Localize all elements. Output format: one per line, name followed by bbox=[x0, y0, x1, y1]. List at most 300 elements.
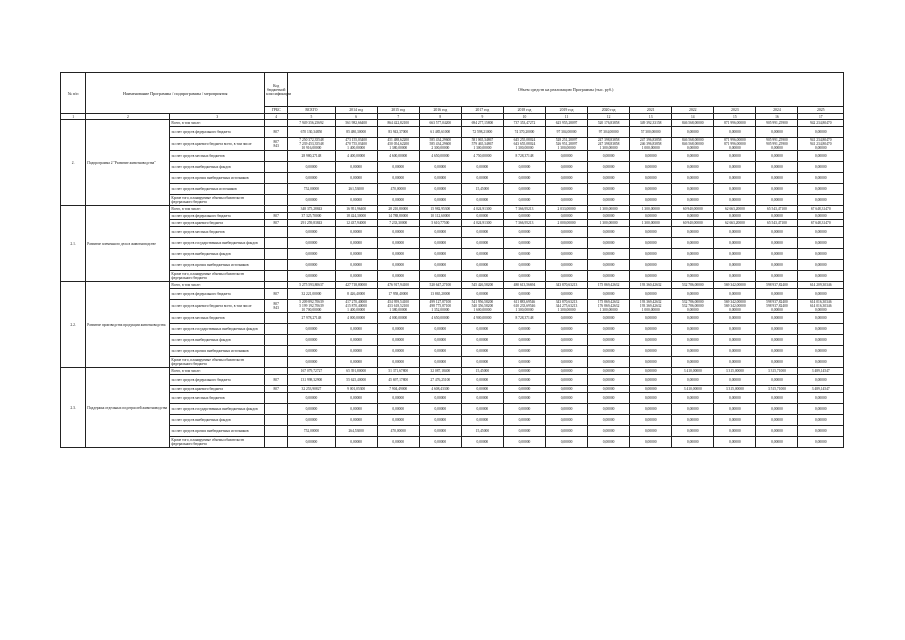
row-value: 0,00000 bbox=[335, 357, 377, 368]
row-value: 0,00000 bbox=[377, 437, 419, 448]
row-value: 476 917,94100 bbox=[377, 282, 419, 289]
budget-sheet bbox=[60, 72, 844, 448]
row-value: 0,00000 bbox=[756, 151, 798, 162]
row-value: 65 391,80000 bbox=[335, 368, 377, 375]
row-value: 0,00000 bbox=[588, 195, 630, 206]
row-value: 4 600,00000 bbox=[377, 151, 419, 162]
row-value: 0,00000 bbox=[288, 357, 335, 368]
row-value: 0,00000 bbox=[546, 393, 588, 404]
row-value: 0,00000 bbox=[377, 260, 419, 271]
row-value: 0,00000 bbox=[672, 162, 714, 173]
row-value: 175 869,42632 176 869,42632 1 300,00000 bbox=[588, 300, 630, 313]
row-value: 0,00000 bbox=[756, 437, 798, 448]
row-value: 480 613,56694 bbox=[503, 282, 545, 289]
row-value: 167 079,72727 bbox=[288, 368, 335, 375]
row-value: 0,00000 bbox=[377, 173, 419, 184]
header-col-number: 15 bbox=[714, 114, 756, 120]
row-value: 32 221,00000 bbox=[288, 289, 335, 300]
row-value: 0,00000 bbox=[630, 271, 672, 282]
row-grbs bbox=[265, 195, 288, 206]
row-value: 0,00000 bbox=[798, 289, 844, 300]
row-value: 0,00000 bbox=[503, 260, 545, 271]
row-value: 65 543,47100 bbox=[756, 206, 798, 213]
row-value: 0,00000 bbox=[714, 346, 756, 357]
table-row bbox=[61, 195, 844, 206]
row-value: 0,00000 bbox=[798, 313, 844, 324]
row-grbs bbox=[265, 120, 288, 127]
header-col-number: 13 bbox=[630, 114, 672, 120]
row-value: 0,00000 bbox=[672, 437, 714, 448]
header-col-number: 12 bbox=[588, 114, 630, 120]
row-value: 473 155,03400 470 755,03400 1 400,00000 bbox=[335, 138, 377, 151]
row-value: 3 410,00000 bbox=[672, 386, 714, 393]
row-value: 5 610,77500 bbox=[419, 220, 461, 227]
row-value: 846 568,00000 bbox=[672, 120, 714, 127]
header-col-number: 4 bbox=[265, 114, 288, 120]
row-value: 0,00000 bbox=[503, 184, 545, 195]
row-value: 0,00000 bbox=[588, 260, 630, 271]
row-value: 0,00000 bbox=[461, 324, 503, 335]
table-row bbox=[61, 238, 844, 249]
row-value: 0,00000 bbox=[672, 393, 714, 404]
header-funding: Объем средств на реализацию Программы (тыс. руб.) bbox=[288, 73, 844, 107]
row-value: 0,00000 bbox=[288, 437, 335, 448]
row-value: 0,00000 bbox=[714, 238, 756, 249]
table-row bbox=[61, 138, 844, 151]
row-value: 0,00000 bbox=[798, 437, 844, 448]
row-value: 0,00000 bbox=[288, 346, 335, 357]
row-value: 0,00000 bbox=[503, 195, 545, 206]
row-value: 0,00000 bbox=[288, 271, 335, 282]
row-value: 74 370,20000 bbox=[503, 127, 545, 138]
row-value: 4 750,00000 bbox=[461, 151, 503, 162]
table-row bbox=[61, 206, 844, 213]
table-row bbox=[61, 220, 844, 227]
table-row bbox=[61, 151, 844, 162]
row-value: 0,00000 bbox=[672, 151, 714, 162]
row-value: 0,00000 bbox=[503, 213, 545, 220]
row-value: 0,00000 bbox=[288, 173, 335, 184]
row-value: 67 648,31470 bbox=[798, 220, 844, 227]
row-value: 1 300,00000 bbox=[588, 220, 630, 227]
row-value: 3 315,71000 bbox=[756, 368, 798, 375]
row-value: 0,00000 bbox=[461, 173, 503, 184]
row-value: 0,00000 bbox=[335, 271, 377, 282]
row-value: 0,00000 bbox=[714, 375, 756, 386]
row-value: 83 943,37000 bbox=[377, 127, 419, 138]
row-value: 4 900,00000 bbox=[461, 313, 503, 324]
row-grbs bbox=[265, 324, 288, 335]
row-value: 0,00000 bbox=[419, 249, 461, 260]
row-value: 5 209 892,70639 5 199 192,70639 10 700,00000 bbox=[288, 300, 335, 313]
row-value: 569 342,00000 569 342,00000 0,00000 bbox=[714, 300, 756, 313]
row-value: 15 982,95300 bbox=[419, 206, 461, 213]
table-body bbox=[61, 73, 844, 448]
row-value: 0,00000 bbox=[672, 375, 714, 386]
row-value: 1 300,00000 bbox=[588, 206, 630, 213]
row-value: 0,00000 bbox=[714, 173, 756, 184]
row-value: 0,00000 bbox=[756, 404, 798, 415]
row-value: 65 543,47100 bbox=[756, 220, 798, 227]
row-value: 0,00000 bbox=[335, 249, 377, 260]
row-label: за счет средств внебюджетных источников bbox=[170, 184, 265, 195]
row-value: 0,00000 bbox=[756, 324, 798, 335]
row-value: 0,00000 bbox=[546, 375, 588, 386]
row-value: 0,00000 bbox=[461, 404, 503, 415]
row-value: 0,00000 bbox=[419, 260, 461, 271]
row-value: 0,00000 bbox=[756, 393, 798, 404]
row-value: 0,00000 bbox=[335, 260, 377, 271]
row-grbs bbox=[265, 271, 288, 282]
row-value: 942 234,80470 bbox=[798, 120, 844, 127]
row-value: 0,00000 bbox=[546, 386, 588, 393]
row-value: 0,00000 bbox=[588, 213, 630, 220]
row-value: 0,00000 bbox=[461, 271, 503, 282]
row-value: 0,00000 bbox=[588, 227, 630, 238]
header-year: 2023 bbox=[714, 107, 756, 114]
row-value: 0,00000 bbox=[714, 426, 756, 437]
row-value: 4 400,00000 bbox=[335, 151, 377, 162]
row-value: 0,00000 bbox=[546, 151, 588, 162]
row-value: 0,00000 bbox=[335, 238, 377, 249]
table-row bbox=[61, 386, 844, 393]
row-value: 0,00000 bbox=[756, 249, 798, 260]
header-col-number: 10 bbox=[503, 114, 545, 120]
row-value: 0,00000 bbox=[672, 426, 714, 437]
row-value: 0,00000 bbox=[630, 346, 672, 357]
header-col-number: 17 bbox=[798, 114, 844, 120]
row-value: 0,00000 bbox=[714, 357, 756, 368]
row-value: 0,00000 bbox=[672, 195, 714, 206]
row-value: 12 437,94000 bbox=[335, 220, 377, 227]
row-value: 0,00000 bbox=[714, 213, 756, 220]
table-row bbox=[61, 415, 844, 426]
row-value: 0,00000 bbox=[503, 415, 545, 426]
row-value: 0,00000 bbox=[546, 426, 588, 437]
row-value: 532 786,00000 532 786,00000 0,00000 bbox=[672, 300, 714, 313]
header-name: Наименование Программы / подпрограммы / мероприятия bbox=[86, 73, 265, 114]
row-value: 941 234,80470 941 234,80470 0,00000 bbox=[798, 138, 844, 151]
row-value: 0,00000 bbox=[461, 346, 503, 357]
row-label: за счет средств федерального бюджета bbox=[170, 289, 265, 300]
row-value: 0,00000 bbox=[335, 162, 377, 173]
row-value: 694 277,15800 bbox=[461, 120, 503, 127]
row-value: 0,00000 bbox=[672, 260, 714, 271]
row-value: 0,00000 bbox=[672, 313, 714, 324]
row-grbs: 807 843 bbox=[265, 300, 288, 313]
row-label: за счет средств федерального бюджета bbox=[170, 213, 265, 220]
row-value: 0,00000 bbox=[335, 335, 377, 346]
row-value: 0,00000 bbox=[672, 289, 714, 300]
row-value: 532 786,00000 bbox=[672, 282, 714, 289]
table-row bbox=[61, 393, 844, 404]
row-value: 57 300,00000 bbox=[630, 127, 672, 138]
row-label: Всего, в том числе: bbox=[170, 282, 265, 289]
row-value: 0,00000 bbox=[503, 386, 545, 393]
row-value: 62 663,20000 bbox=[714, 206, 756, 213]
row-value: 0,00000 bbox=[335, 346, 377, 357]
row-value: 0,00000 bbox=[546, 249, 588, 260]
row-value: 645 255,08024 643 655,08024 1 300,00000 bbox=[503, 138, 545, 151]
row-value: 0,00000 bbox=[377, 346, 419, 357]
header-year: 2014 год bbox=[335, 107, 377, 114]
header-col-number: 5 bbox=[288, 114, 335, 120]
row-value: 737 353,47272 bbox=[503, 120, 545, 127]
row-value: 7 949 356,25692 bbox=[288, 120, 335, 127]
row-value: 0,00000 bbox=[714, 271, 756, 282]
row-grbs bbox=[265, 162, 288, 173]
row-value: 0,00000 bbox=[288, 393, 335, 404]
table-row bbox=[61, 282, 844, 289]
row-grbs bbox=[265, 404, 288, 415]
row-value: 0,00000 bbox=[377, 162, 419, 173]
row-value: 0,00000 bbox=[798, 249, 844, 260]
row-label: за счет средств федерального бюджета bbox=[170, 127, 265, 138]
row-value: 561 982,66400 bbox=[335, 120, 377, 127]
row-grbs bbox=[265, 227, 288, 238]
row-value: 15,45000 bbox=[461, 184, 503, 195]
row-value: 9 001,05300 bbox=[335, 386, 377, 393]
header-year: 2016 год bbox=[419, 107, 461, 114]
row-value: 0,00000 bbox=[288, 324, 335, 335]
row-value: 0,00000 bbox=[419, 195, 461, 206]
row-grbs bbox=[265, 357, 288, 368]
row-value: 0,00000 bbox=[288, 227, 335, 238]
header-col-number: 11 bbox=[546, 114, 588, 120]
row-value: 0,00000 bbox=[377, 335, 419, 346]
row-value: 0,00000 bbox=[588, 238, 630, 249]
row-value: 520 176,83858 bbox=[588, 120, 630, 127]
row-value: 27 476,25100 bbox=[419, 375, 461, 386]
row-value: 45 697,17800 bbox=[377, 375, 419, 386]
row-value: 0,00000 bbox=[419, 238, 461, 249]
row-value: 670 130,34850 bbox=[288, 127, 335, 138]
row-value: 4 650,00000 bbox=[419, 151, 461, 162]
row-value: 614 016,30346 614 016,30346 0,00000 bbox=[798, 300, 844, 313]
row-grbs bbox=[265, 249, 288, 260]
row-value: 62 663,20000 bbox=[714, 220, 756, 227]
row-value: 0,00000 bbox=[503, 324, 545, 335]
table-row bbox=[61, 346, 844, 357]
section-title: Подпрограмма 2 "Развитие животноводства" bbox=[86, 120, 170, 206]
row-value: 598 937,82400 bbox=[756, 282, 798, 289]
row-value: 0,00000 bbox=[419, 271, 461, 282]
row-value: 0,00000 bbox=[630, 195, 672, 206]
table-row bbox=[61, 271, 844, 282]
section-number: 2.2. bbox=[61, 282, 86, 368]
row-value: 905 991,25900 905 991,25900 0,00000 bbox=[756, 138, 798, 151]
row-value: 1 300,00000 bbox=[630, 206, 672, 213]
row-value: 0,00000 bbox=[756, 426, 798, 437]
header-col-number: 2 bbox=[86, 114, 170, 120]
row-value: 0,00000 bbox=[546, 238, 588, 249]
header-row bbox=[61, 73, 844, 107]
row-value: 0,00000 bbox=[672, 238, 714, 249]
row-value: 451 488,62200 450 054,62200 1 380,00000 bbox=[377, 138, 419, 151]
table-row bbox=[61, 368, 844, 375]
header-year: 2020 год bbox=[588, 107, 630, 114]
row-label: за счет средств краевого бюджета bbox=[170, 386, 265, 393]
row-value: 4 024,91300 bbox=[461, 206, 503, 213]
header-year: 2025 bbox=[798, 107, 844, 114]
row-value: 193 360,42632 bbox=[630, 282, 672, 289]
table-row bbox=[61, 300, 844, 313]
row-value: 0,00000 bbox=[630, 238, 672, 249]
row-value: 27 978,27148 bbox=[288, 313, 335, 324]
row-value: 0,00000 bbox=[714, 404, 756, 415]
row-value: 427 718,80000 bbox=[335, 282, 377, 289]
row-value: 60 940,00000 bbox=[672, 220, 714, 227]
row-value: 343 870,63213 344 275,63213 1 300,00000 bbox=[546, 300, 588, 313]
row-value: 8 728,37148 bbox=[503, 313, 545, 324]
header-year: 2024 bbox=[756, 107, 798, 114]
row-value: 0,00000 bbox=[630, 260, 672, 271]
row-value: 0,00000 bbox=[546, 415, 588, 426]
row-value: 0,00000 bbox=[546, 227, 588, 238]
row-value: 261,53000 bbox=[335, 184, 377, 195]
header-year: 2017 год bbox=[461, 107, 503, 114]
row-value: 663 577,04200 bbox=[419, 120, 461, 127]
table-row bbox=[61, 437, 844, 448]
row-label: Кроме того, планируемые объемы обязательств федерального бюджета bbox=[170, 437, 265, 448]
row-value: 0,00000 bbox=[461, 375, 503, 386]
row-value: 0,00000 bbox=[588, 357, 630, 368]
budget-table bbox=[60, 72, 844, 448]
header-col-number: 16 bbox=[756, 114, 798, 120]
row-value: 32 087,18400 bbox=[419, 368, 461, 375]
row-value: 0,00000 bbox=[377, 393, 419, 404]
row-value: 0,00000 bbox=[503, 393, 545, 404]
row-value: 0,00000 bbox=[672, 213, 714, 220]
header-year: 2021 bbox=[630, 107, 672, 114]
table-row bbox=[61, 173, 844, 184]
row-value: 0,00000 bbox=[503, 346, 545, 357]
row-value: 0,00000 bbox=[714, 162, 756, 173]
row-value: 8 728,37148 bbox=[503, 151, 545, 162]
table-row bbox=[61, 213, 844, 220]
row-value: 0,00000 bbox=[461, 227, 503, 238]
row-value: 0,00000 bbox=[714, 324, 756, 335]
row-value: 0,00000 bbox=[714, 227, 756, 238]
row-value: 2 033,00000 bbox=[546, 206, 588, 213]
row-value: 15,45000 bbox=[461, 426, 503, 437]
row-value: 0,00000 bbox=[546, 437, 588, 448]
row-grbs bbox=[265, 206, 288, 213]
row-value: 0,00000 bbox=[377, 195, 419, 206]
row-value: 0,00000 bbox=[798, 162, 844, 173]
row-label: за счет средств внебюджетных фондов bbox=[170, 249, 265, 260]
row-value: 61 485,61000 bbox=[419, 127, 461, 138]
row-value: 598 937,82400 598 937,82400 0,00000 bbox=[756, 300, 798, 313]
row-grbs: 807 bbox=[265, 213, 288, 220]
row-label: за счет средств местных бюджетов bbox=[170, 151, 265, 162]
row-value: 0,00000 bbox=[288, 335, 335, 346]
row-value: 7 904,49000 bbox=[377, 386, 419, 393]
row-value: 0,00000 bbox=[672, 324, 714, 335]
row-value: 0,00000 bbox=[714, 195, 756, 206]
row-grbs bbox=[265, 368, 288, 375]
row-grbs: 807 bbox=[265, 289, 288, 300]
row-value: 0,00000 bbox=[546, 195, 588, 206]
row-value: 545 426,58200 bbox=[461, 282, 503, 289]
row-value: 0,00000 bbox=[714, 127, 756, 138]
row-value: 0,00000 bbox=[672, 271, 714, 282]
row-value: 5 275 593,80637 bbox=[288, 282, 335, 289]
row-value: 0,00000 bbox=[798, 213, 844, 220]
row-value: 0,00000 bbox=[756, 313, 798, 324]
row-value: 0,00000 bbox=[588, 426, 630, 437]
row-value: 0,00000 bbox=[630, 415, 672, 426]
table-row bbox=[61, 162, 844, 173]
row-value: 0,00000 bbox=[756, 227, 798, 238]
row-value: 0,00000 bbox=[419, 162, 461, 173]
header-year: 2019 год bbox=[546, 107, 588, 114]
row-value: 0,00000 bbox=[630, 313, 672, 324]
row-grbs bbox=[265, 335, 288, 346]
row-value: 4 024,91300 bbox=[461, 220, 503, 227]
row-value: 0,00000 bbox=[630, 404, 672, 415]
row-value: 0,00000 bbox=[546, 260, 588, 271]
row-value: 3 515,71000 bbox=[756, 386, 798, 393]
row-value: 905 991,25900 bbox=[756, 120, 798, 127]
row-value: 0,00000 bbox=[798, 184, 844, 195]
row-value: 454 959,54100 453 618,52100 1 380,00000 bbox=[377, 300, 419, 313]
row-value: 0,00000 bbox=[588, 335, 630, 346]
row-label: за счет средств краевого бюджета всего, в том числе bbox=[170, 300, 265, 313]
row-value: 0,00000 bbox=[588, 437, 630, 448]
row-value: 0,00000 bbox=[588, 346, 630, 357]
row-value: 846 568,00000 846 568,00000 0,00000 bbox=[672, 138, 714, 151]
row-value: 0,00000 bbox=[377, 271, 419, 282]
row-value: 0,00000 bbox=[672, 127, 714, 138]
row-value: 2 000,00000 bbox=[546, 220, 588, 227]
row-value: 0,00000 bbox=[630, 426, 672, 437]
row-value: 0,00000 bbox=[588, 375, 630, 386]
row-value: 0,00000 bbox=[630, 151, 672, 162]
row-value: 0,00000 bbox=[630, 289, 672, 300]
row-value: 7 233,30000 bbox=[377, 220, 419, 227]
row-value: 0,00000 bbox=[461, 213, 503, 220]
row-label: Кроме того, планируемые объемы обязательств федерального бюджета bbox=[170, 357, 265, 368]
row-label: за счет средств государственных внебюджетных фондов bbox=[170, 238, 265, 249]
row-value: 0,00000 bbox=[714, 313, 756, 324]
row-value: 0,00000 bbox=[503, 173, 545, 184]
row-value: 0,00000 bbox=[798, 195, 844, 206]
row-value: 0,00000 bbox=[546, 404, 588, 415]
row-value: 0,00000 bbox=[630, 437, 672, 448]
row-value: 0,00000 bbox=[714, 393, 756, 404]
row-value: 541 956,58200 540 356,58200 1 600,00000 bbox=[461, 300, 503, 313]
row-label: за счет средств внебюджетных фондов bbox=[170, 415, 265, 426]
row-value: 0,00000 bbox=[630, 386, 672, 393]
row-value: 0,00000 bbox=[461, 415, 503, 426]
row-value: 193 369,42632 193 369,42632 1 000,00000 bbox=[630, 300, 672, 313]
row-value: 0,00000 bbox=[672, 415, 714, 426]
row-value: 0,00000 bbox=[756, 335, 798, 346]
row-value: 0,00000 bbox=[756, 415, 798, 426]
row-value: 0,00000 bbox=[546, 324, 588, 335]
header-year: 2015 год bbox=[377, 107, 419, 114]
row-value: 7 250 372,35548 7 239 453,35548 10 916,00000 bbox=[288, 138, 335, 151]
header-year: 2018 год bbox=[503, 107, 545, 114]
row-value: 752,00000 bbox=[288, 184, 335, 195]
row-value: 0,00000 bbox=[377, 415, 419, 426]
row-value: 0,00000 bbox=[630, 368, 672, 375]
row-value: 0,00000 bbox=[798, 238, 844, 249]
row-value: 569 342,00000 bbox=[714, 282, 756, 289]
row-value: 0,00000 bbox=[588, 386, 630, 393]
row-value: 0,00000 bbox=[630, 324, 672, 335]
